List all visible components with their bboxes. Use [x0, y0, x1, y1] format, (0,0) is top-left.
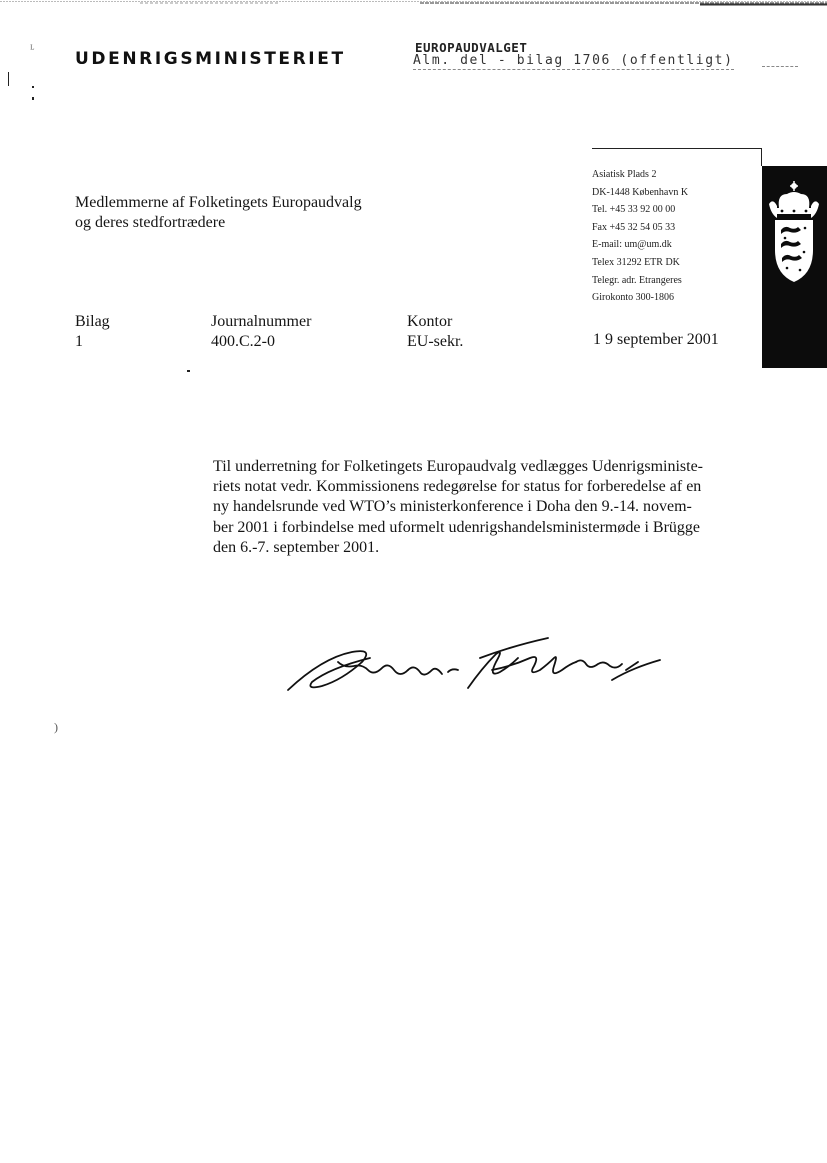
letter-date: 1 9 september 2001 — [593, 331, 719, 348]
journal-cell — [211, 312, 311, 352]
body-paragraph — [213, 457, 761, 558]
recipient-line: og deres stedfortrædere — [75, 214, 226, 231]
recipient-block — [75, 193, 362, 233]
address-line: Telex 31292 ETR DK — [592, 256, 680, 268]
kontor-label: Kontor — [407, 313, 453, 330]
margin-speck — [32, 86, 34, 88]
bilag-value: 1 — [75, 333, 83, 350]
address-rule — [592, 148, 762, 149]
stamp-title: EUROPAUDVALGET — [415, 40, 528, 55]
body-line: riets notat vedr. Kommissionens redegørelse for status for forberedelse af en — [213, 478, 702, 496]
body-line: ny handelsrunde ved WTO’s ministerkonference i Doha den 9.-14. novem- — [213, 498, 692, 516]
address-line: Tel. +45 33 92 00 00 — [592, 204, 676, 216]
body-line: den 6.-7. september 2001. — [213, 538, 380, 556]
address-line: E-mail: um@um.dk — [592, 239, 672, 251]
crest-band — [762, 166, 827, 368]
address-line: Telegr. adr. Etrangeres — [592, 274, 682, 286]
coat-of-arms-icon — [767, 178, 821, 290]
kontor-cell — [407, 312, 463, 352]
bilag-cell — [75, 312, 110, 352]
address-block — [592, 166, 688, 307]
margin-speck — [8, 72, 9, 86]
margin-mark: ᴸ — [30, 42, 35, 56]
bilag-label: Bilag — [75, 313, 110, 330]
body-line: Til underretning for Folketingets Europaudvalg vedlægges Udenrigsministe- — [213, 458, 704, 475]
address-line: Fax +45 32 54 05 33 — [592, 221, 676, 233]
ministry-name: UDENRIGSMINISTERIET — [75, 49, 346, 69]
body-line: ber 2001 i forbindelse med uformelt udenrigshandelsministermøde i Brügge — [213, 518, 700, 536]
journal-value: 400.C.2-0 — [211, 333, 275, 350]
address-line: DK-1448 København K — [592, 186, 689, 198]
stamp-reference: Alm. del - bilag 1706 (offentligt) — [413, 53, 734, 68]
address-line: Asiatisk Plads 2 — [592, 169, 657, 180]
stamp-underline — [762, 66, 798, 67]
address-line: Girokonto 300-1806 — [592, 292, 674, 304]
journal-label: Journalnummer — [211, 313, 312, 330]
scan-edge-artifact — [0, 0, 827, 8]
address-rule — [761, 148, 762, 166]
margin-speck — [32, 97, 34, 100]
margin-speck — [187, 370, 190, 372]
kontor-value: EU-sekr. — [407, 333, 464, 350]
handwritten-signature — [282, 628, 672, 700]
margin-mark: ) — [54, 720, 58, 734]
recipient-line: Medlemmerne af Folketingets Europaudvalg — [75, 194, 362, 211]
